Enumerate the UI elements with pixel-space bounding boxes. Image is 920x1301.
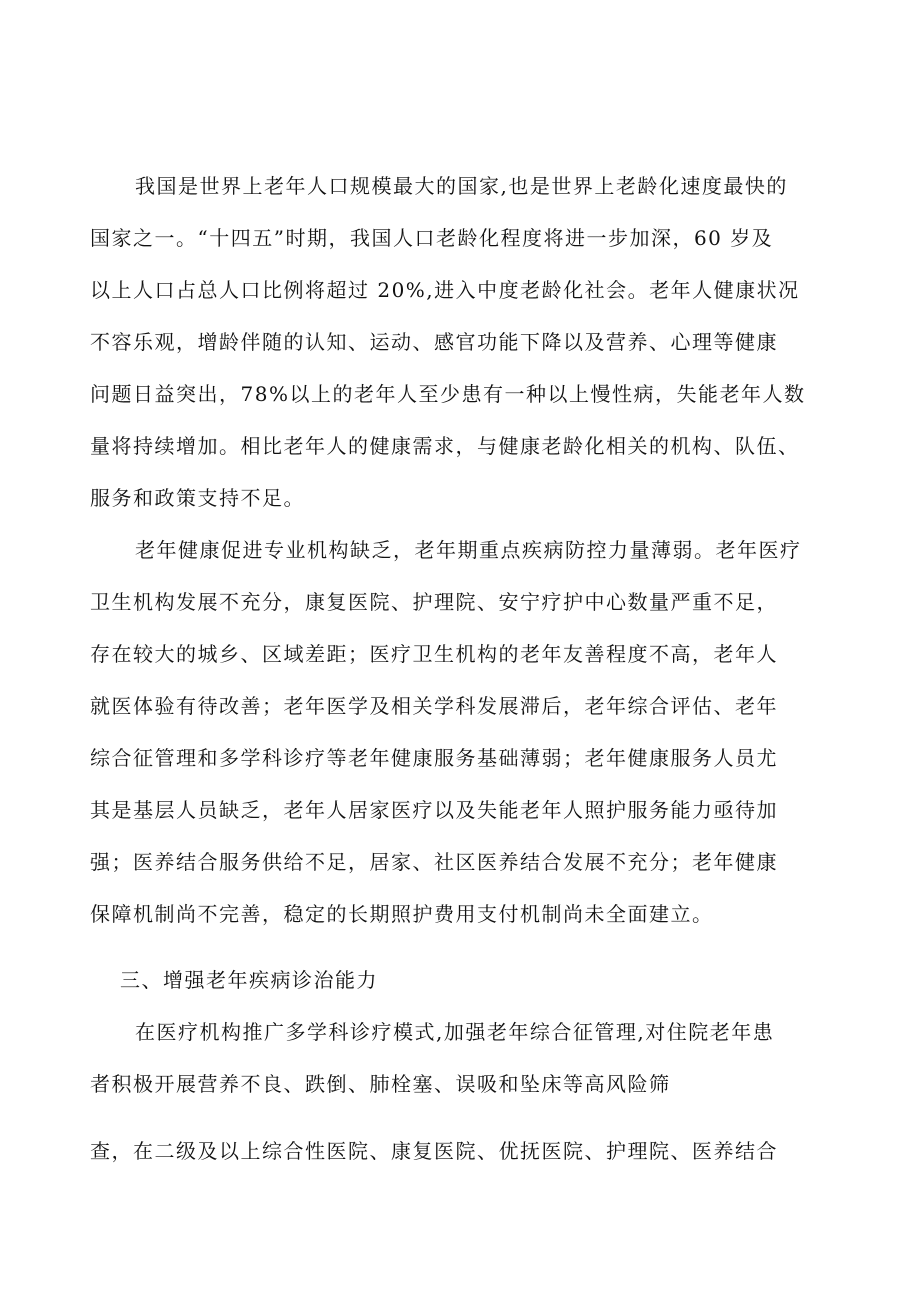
paragraph-3-line-2: 者积极开展营养不良、跌倒、肺栓塞、误吸和坠床等高风险筛 [90,1072,671,1096]
paragraph-2-line-4: 就医体验有待改善；老年医学及相关学科发展滞后，老年综合评估、老年 [90,694,778,718]
section-heading: 三、增强老年疾病诊治能力 [120,968,378,992]
paragraph-2-line-7: 强；医养结合服务供给不足，居家、社区医养结合发展不充分；老年健康 [90,850,778,874]
paragraph-2-line-3: 存在较大的城乡、区域差距；医疗卫生机构的老年友善程度不高，老年人 [90,642,778,666]
paragraph-2-line-5: 综合征管理和多学科诊疗等老年健康服务基础薄弱；老年健康服务人员尤 [90,746,778,770]
paragraph-2-line-2: 卫生机构发展不充分，康复医院、护理院、安宁疗护中心数量严重不足， [90,590,778,614]
paragraph-1-line-4: 不容乐观，增龄伴随的认知、运动、感官功能下降以及营养、心理等健康 [90,330,778,354]
paragraph-2-line-1: 老年健康促进专业机构缺乏，老年期重点疾病防控力量薄弱。老年医疗 [135,538,802,562]
paragraph-4-line-1: 查，在二级及以上综合性医院、康复医院、优抚医院、护理院、医养结合 [90,1139,778,1163]
paragraph-2-line-6: 其是基层人员缺乏，老年人居家医疗以及失能老年人照护服务能力亟待加 [90,798,778,822]
paragraph-1-line-7: 服务和政策支持不足。 [90,486,305,510]
paragraph-1-line-6: 量将持续增加。相比老年人的健康需求，与健康老龄化相关的机构、队伍、 [90,434,800,458]
paragraph-1-line-3: 以上人口占总人口比例将超过 20%,进入中度老龄化社会。老年人健康状况 [90,278,800,302]
paragraph-1-line-5: 问题日益突出，78%以上的老年人至少患有一种以上慢性病，失能老年人数 [90,382,806,406]
paragraph-3-line-1: 在医疗机构推广多学科诊疗模式,加强老年综合征管理,对住院老年患 [135,1020,775,1044]
paragraph-1-line-2: 国家之一。“十四五”时期，我国人口老龄化程度将进一步加深，60 岁及 [90,226,774,250]
paragraph-1-line-1: 我国是世界上老年人口规模最大的国家,也是世界上老龄化速度最快的 [135,174,788,198]
paragraph-2-line-8: 保障机制尚不完善，稳定的长期照护费用支付机制尚未全面建立。 [90,902,714,926]
